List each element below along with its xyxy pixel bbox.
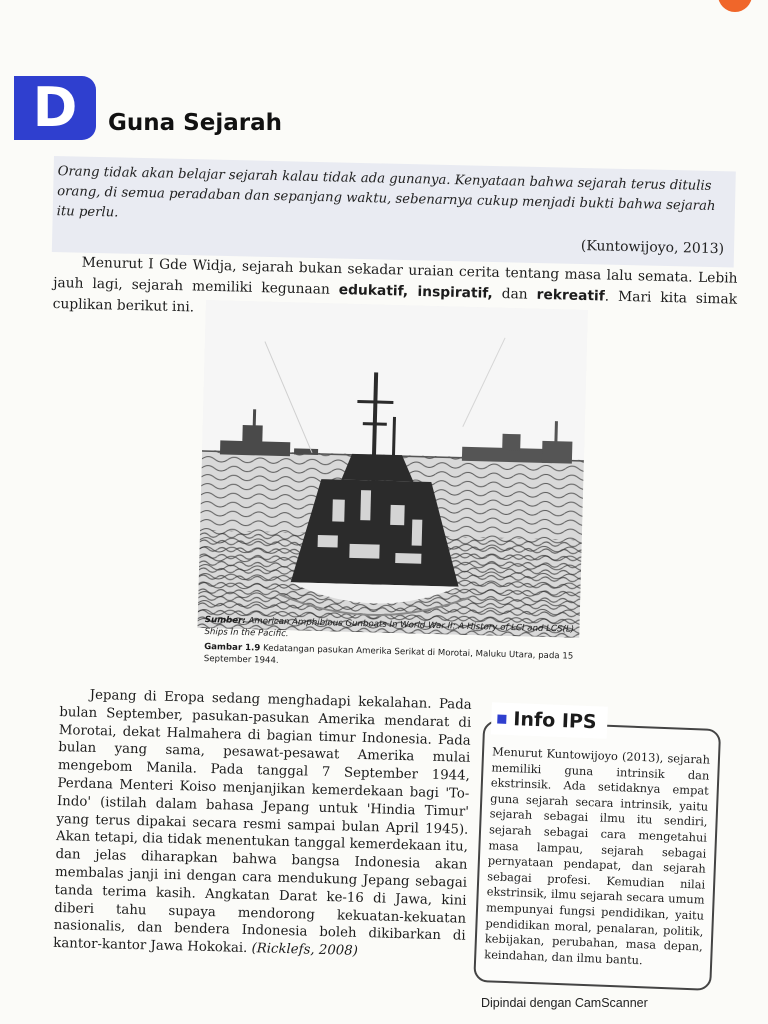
- section-letter-badge: D: [14, 76, 96, 140]
- figure-source-text: American Amphibious Gunboats In World War II: A History of LCI and LCS(L) Ships In the Pacific.: [204, 616, 575, 640]
- figure-source-label: Sumber:: [204, 614, 246, 627]
- info-box-title: Info IPS: [512, 708, 597, 734]
- square-bullet-icon: [497, 714, 506, 723]
- body-paragraph: [53, 686, 472, 964]
- info-box-text: Menurut Kuntowijoyo (2013), sejarah memiliki guna intrinsik dan ekstrinsik. Ada setidaknya empat guna sejarah secara intrinsik, yaitu sejarah sebagai ilmu itu sendiri, sejarah sebagai cara mengetahui masa lampau, sejarah sebagai pernyataan pendapat, dan sejarah sebagai profesi. Kemudian nilai ekstrinsik, ilmu sejarah secara umum mempunyai fungsi pendidikan, yaitu pendidikan moral, penalaran, politik, kebijakan, perubahan, masa depan, keindahan, dan ilmu bantu.: [484, 744, 711, 967]
- figure-caption: [204, 614, 589, 678]
- intro-text-2: dan: [492, 285, 537, 303]
- intro-keyword-2: rekreatif: [536, 286, 605, 305]
- intro-text-1: Menurut I Gde Widja, sejarah bukan sekadar uraian cerita tentang masa lalu semata. Lebih jauh lagi, sejarah memiliki kegunaan: [53, 254, 738, 298]
- quote-citation: (Kuntowijoyo, 2013): [580, 237, 725, 258]
- body-citation: (Ricklefs, 2008): [251, 941, 359, 960]
- ships-photo-illustration: [197, 300, 587, 638]
- quote-box: [52, 156, 736, 267]
- info-ips-box: [473, 702, 722, 991]
- quote-text: Orang tidak akan belajar sejarah kalau tidak ada gunanya. Kenyataan bahwa sejarah terus ditulis orang, di semua peradaban dan sepanjang waktu, sebenarnya cukup menjadi bukti bahwa sejarah itu perlu.: [56, 164, 716, 221]
- section-title: Guna Sejarah: [108, 110, 282, 136]
- figure-caption-label: Gambar 1.9: [204, 641, 261, 654]
- ships-photo: [197, 300, 587, 638]
- intro-keyword-1: edukatif, inspiratif,: [338, 281, 493, 302]
- info-box-header: [491, 702, 608, 738]
- corner-decoration: [718, 0, 752, 12]
- scanner-watermark: Dipindai dengan CamScanner: [481, 996, 648, 1010]
- intro-text-3: . Mari kita simak cuplikan berikut ini.: [52, 288, 738, 316]
- body-text: Jepang di Eropa sedang menghadapi kekalahan. Pada bulan September, pasukan-pasukan Amerika mendarat di Morotai, dekat Halmahera di bagian timur Indonesia. Pada bulan yang sama, pesawat-pesawat Amerika mulai mengebom Manila. Pada tanggal 7 September 1944, Perdana Menteri Koiso menjanjikan kemerdekaan bagi 'To-Indo' (istilah dalam bahasa Jepang untuk 'Hindia Timur' yang terus dipakai secara resmi sampai bulan April 1945). Akan tetapi, dia tidak menentukan tanggal kemerdekaan itu, dan jelas diharapkan bahwa bangsa Indonesia akan membalas janji ini dengan cara mendukung Jepang sebagai tanda terima kasih. Angkatan Darat ke-16 di Jawa, kini diberi tahu supaya mendorong kekuatan-kekuatan nasionalis, dan bendera Indonesia boleh dikibarkan di kantor-kantor Jawa Hokokai.: [53, 687, 472, 957]
- info-box-frame: [473, 720, 721, 991]
- figure-caption-text: Kedatangan pasukan Amerika Serikat di Morotai, Maluku Utara, pada 15 September 1944.: [203, 643, 574, 666]
